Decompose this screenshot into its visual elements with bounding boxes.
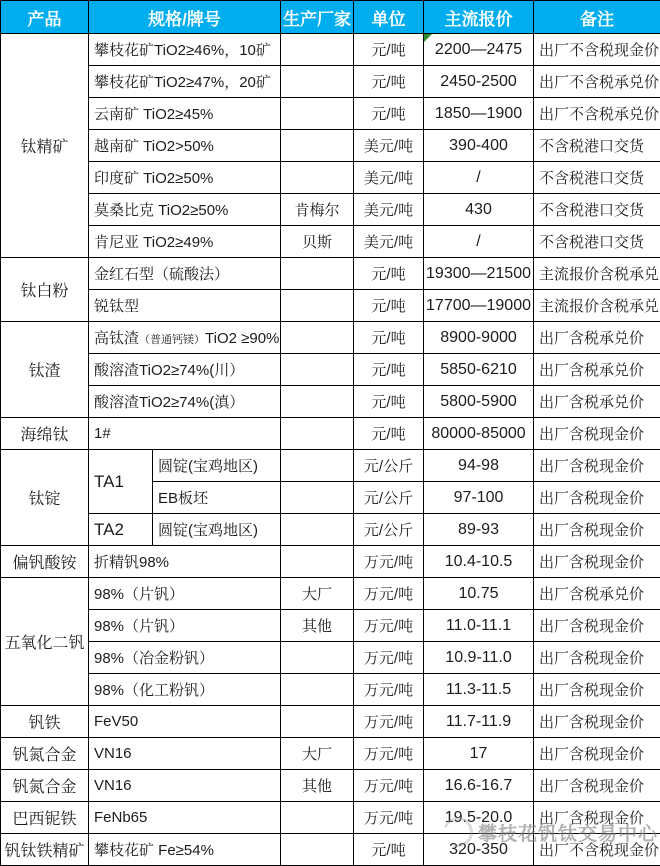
spec-tail: TiO2 ≥90% — [205, 330, 279, 347]
manufacturer-cell: 其他 — [281, 770, 354, 802]
spec-cell: 1# — [89, 418, 281, 450]
product-cell: 钒氮合金 — [1, 738, 89, 770]
manufacturer-cell — [281, 642, 354, 674]
product-cell: 钛精矿 — [1, 34, 89, 258]
product-cell: 钛白粉 — [1, 258, 89, 322]
price-cell: / — [424, 162, 534, 194]
note-cell: 出厂含税承兑价 — [534, 578, 660, 610]
price-cell — [424, 34, 534, 66]
note-cell: 出厂含税现金价 — [534, 514, 660, 546]
unit-cell: 元/吨 — [354, 66, 424, 98]
manufacturer-cell — [281, 258, 354, 290]
spec-cell: 莫桑比克 TiO2≥50% — [89, 194, 281, 226]
note-cell: 出厂含税现金价 — [534, 642, 660, 674]
table-row — [1, 450, 660, 482]
price-cell: 17 — [424, 738, 534, 770]
table-row — [1, 226, 660, 258]
manufacturer-cell — [281, 34, 354, 66]
spec-cell: 锐钛型 — [89, 290, 281, 322]
col-header-price: 主流报价 — [424, 1, 534, 34]
note-cell: 出厂含税现金价 — [534, 418, 660, 450]
note-cell: 出厂含税现金价 — [534, 738, 660, 770]
price-cell: 5800-5900 — [424, 386, 534, 418]
spec-cell: 印度矿 TiO2≥50% — [89, 162, 281, 194]
spec-cell: 酸溶渣TiO2≥74%(川） — [89, 354, 281, 386]
table-row — [1, 66, 660, 98]
spec-cell: 折精钒98% — [89, 546, 281, 578]
spec-cell: FeV50 — [89, 706, 281, 738]
price-cell: 11.3-11.5 — [424, 674, 534, 706]
unit-cell: 万元/吨 — [354, 610, 424, 642]
spec-cell: 攀枝花矿TiO2≥47%，20矿 — [89, 66, 281, 98]
spec-cell: 越南矿 TiO2>50% — [89, 130, 281, 162]
note-cell: 出厂含税现金价 — [534, 770, 660, 802]
watermark-text: 攀枝花钒钛交易中心 — [478, 819, 658, 846]
price-cell: 10.9-11.0 — [424, 642, 534, 674]
price-cell: 19300—21500 — [424, 258, 534, 290]
manufacturer-cell — [281, 130, 354, 162]
col-header-spec: 规格/牌号 — [89, 1, 281, 34]
unit-cell: 万元/吨 — [354, 738, 424, 770]
manufacturer-cell — [281, 546, 354, 578]
unit-cell: 元/吨 — [354, 290, 424, 322]
cell-corner-flag-icon — [424, 34, 432, 42]
manufacturer-cell — [281, 450, 354, 482]
table-row — [1, 258, 660, 290]
manufacturer-cell — [281, 514, 354, 546]
spec-cell: 酸溶渣TiO2≥74%(滇） — [89, 386, 281, 418]
unit-cell: 元/吨 — [354, 834, 424, 866]
price-cell: 89-93 — [424, 514, 534, 546]
product-cell: 钒钛铁精矿 — [1, 834, 89, 866]
table-row — [1, 706, 660, 738]
note-cell: 出厂含税现金价 — [534, 802, 660, 834]
unit-cell: 万元/吨 — [354, 642, 424, 674]
manufacturer-cell: 大厂 — [281, 578, 354, 610]
price-cell: 430 — [424, 194, 534, 226]
unit-cell: 万元/吨 — [354, 578, 424, 610]
note-cell: 出厂含税现金价 — [534, 674, 660, 706]
spec-cell: 98%（片钒） — [89, 610, 281, 642]
spec-cell: 云南矿 TiO2≥45% — [89, 98, 281, 130]
product-cell: 海绵钛 — [1, 418, 89, 450]
price-cell: 94-98 — [424, 450, 534, 482]
note-cell: 出厂含税承兑价 — [534, 322, 660, 354]
unit-cell: 元/吨 — [354, 418, 424, 450]
spec-cell: 金红石型（硫酸法） — [89, 258, 281, 290]
manufacturer-cell: 贝斯 — [281, 226, 354, 258]
table-row — [1, 290, 660, 322]
unit-cell: 万元/吨 — [354, 674, 424, 706]
spec-cell: VN16 — [89, 738, 281, 770]
price-cell: 10.4-10.5 — [424, 546, 534, 578]
col-header-manufacturer: 生产厂家 — [281, 1, 354, 34]
table-row — [1, 674, 660, 706]
spec-cell: 肯尼亚 TiO2≥49% — [89, 226, 281, 258]
unit-cell: 元/吨 — [354, 322, 424, 354]
table-row — [1, 546, 660, 578]
manufacturer-cell — [281, 802, 354, 834]
price-cell: 5850-6210 — [424, 354, 534, 386]
product-cell: 巴西铌铁 — [1, 802, 89, 834]
product-cell: 钛渣 — [1, 322, 89, 418]
unit-cell: 元/公斤 — [354, 450, 424, 482]
manufacturer-cell — [281, 706, 354, 738]
manufacturer-cell — [281, 290, 354, 322]
table-row — [1, 130, 660, 162]
unit-cell: 元/吨 — [354, 258, 424, 290]
product-cell: 偏钒酸铵 — [1, 546, 89, 578]
col-header-unit: 单位 — [354, 1, 424, 34]
price-cell: 97-100 — [424, 482, 534, 514]
table-row — [1, 514, 660, 546]
price-cell: 80000-85000 — [424, 418, 534, 450]
note-cell: 出厂含税现金价 — [534, 450, 660, 482]
price-cell: 320-350 — [424, 834, 534, 866]
table-row — [1, 770, 660, 802]
spec-cell: 圆锭(宝鸡地区) — [153, 450, 281, 482]
table-row — [1, 162, 660, 194]
product-cell: 钒铁 — [1, 706, 89, 738]
price-cell: 11.0-11.1 — [424, 610, 534, 642]
price-cell: 1850—1900 — [424, 98, 534, 130]
note-cell: 出厂含税现金价 — [534, 482, 660, 514]
note-cell: 出厂含税承兑价 — [534, 386, 660, 418]
manufacturer-cell: 肯梅尔 — [281, 194, 354, 226]
spec-cell: 圆锭(宝鸡地区) — [153, 514, 281, 546]
price-cell: 10.75 — [424, 578, 534, 610]
note-cell: 出厂不含税承兑价 — [534, 66, 660, 98]
unit-cell: 元/吨 — [354, 354, 424, 386]
spec-cell: EB板坯 — [153, 482, 281, 514]
manufacturer-cell — [281, 98, 354, 130]
col-header-product: 产品 — [1, 1, 89, 34]
note-cell: 出厂含税承兑价 — [534, 354, 660, 386]
note-cell: 不含税港口交货 — [534, 194, 660, 226]
unit-cell: 万元/吨 — [354, 802, 424, 834]
manufacturer-cell: 其他 — [281, 610, 354, 642]
note-cell: 不含税港口交货 — [534, 162, 660, 194]
unit-cell: 万元/吨 — [354, 546, 424, 578]
spec-cell: VN16 — [89, 770, 281, 802]
spec-cell: 98%（化工粉钒） — [89, 674, 281, 706]
table-row — [1, 386, 660, 418]
note-cell: 主流报价含税承兑 — [534, 290, 660, 322]
unit-cell: 元/吨 — [354, 98, 424, 130]
note-cell: 出厂不含税现金价 — [534, 34, 660, 66]
spec-main: 高钛渣 — [94, 330, 139, 347]
manufacturer-cell — [281, 674, 354, 706]
table-row — [1, 578, 660, 610]
spec-cell: 98%（片钒） — [89, 578, 281, 610]
note-cell: 出厂不含税现金价 — [534, 834, 660, 866]
manufacturer-cell: 大厂 — [281, 738, 354, 770]
spec-cell: FeNb65 — [89, 802, 281, 834]
manufacturer-cell — [281, 834, 354, 866]
price-cell: 390-400 — [424, 130, 534, 162]
spec-cell: 攀枝花矿TiO2≥46%，10矿 — [89, 34, 281, 66]
price-cell: 16.6-16.7 — [424, 770, 534, 802]
manufacturer-cell — [281, 354, 354, 386]
manufacturer-cell — [281, 482, 354, 514]
note-cell: 出厂含税现金价 — [534, 706, 660, 738]
manufacturer-cell — [281, 386, 354, 418]
table-row — [1, 610, 660, 642]
grade-cell: TA2 — [89, 514, 153, 546]
col-header-note: 备注 — [534, 1, 660, 34]
price-cell: 19.5-20.0 — [424, 802, 534, 834]
manufacturer-cell — [281, 322, 354, 354]
spec-cell: 攀枝花矿 Fe≥54% — [89, 834, 281, 866]
note-cell: 出厂含税现金价 — [534, 546, 660, 578]
table-row — [1, 322, 660, 354]
grade-cell: TA1 — [89, 450, 153, 514]
manufacturer-cell — [281, 162, 354, 194]
note-cell: 出厂含税现金价 — [534, 610, 660, 642]
table-row — [1, 354, 660, 386]
unit-cell: 万元/吨 — [354, 706, 424, 738]
product-cell: 五氧化二钒 — [1, 578, 89, 706]
manufacturer-cell — [281, 66, 354, 98]
spec-cell — [89, 322, 281, 354]
unit-cell: 元/吨 — [354, 386, 424, 418]
unit-cell: 万元/吨 — [354, 770, 424, 802]
price-cell: 2450-2500 — [424, 66, 534, 98]
manufacturer-cell — [281, 418, 354, 450]
unit-cell: 元/公斤 — [354, 482, 424, 514]
spec-cell: 98%（冶金粉钒） — [89, 642, 281, 674]
table-row — [1, 834, 660, 866]
note-cell: 出厂不含税承兑价 — [534, 98, 660, 130]
unit-cell: 美元/吨 — [354, 130, 424, 162]
table-row — [1, 194, 660, 226]
note-cell: 不含税港口交货 — [534, 130, 660, 162]
unit-cell: 元/吨 — [354, 34, 424, 66]
table-row — [1, 98, 660, 130]
table-row — [1, 738, 660, 770]
unit-cell: 元/公斤 — [354, 514, 424, 546]
table-row — [1, 642, 660, 674]
note-cell: 主流报价含税承兑 — [534, 258, 660, 290]
unit-cell: 美元/吨 — [354, 194, 424, 226]
price-value: 2200—2475 — [435, 41, 522, 58]
product-cell: 钛锭 — [1, 450, 89, 546]
product-cell: 钒氮合金 — [1, 770, 89, 802]
price-cell: / — [424, 226, 534, 258]
note-cell: 不含税港口交货 — [534, 226, 660, 258]
spec-small: （普通钙镁） — [139, 334, 205, 346]
table-row — [1, 418, 660, 450]
header-row — [1, 1, 660, 34]
table-row — [1, 802, 660, 834]
table-row — [1, 34, 660, 66]
unit-cell: 美元/吨 — [354, 162, 424, 194]
price-cell: 11.7-11.9 — [424, 706, 534, 738]
price-cell: 8900-9000 — [424, 322, 534, 354]
price-cell: 17700—19000 — [424, 290, 534, 322]
unit-cell: 美元/吨 — [354, 226, 424, 258]
